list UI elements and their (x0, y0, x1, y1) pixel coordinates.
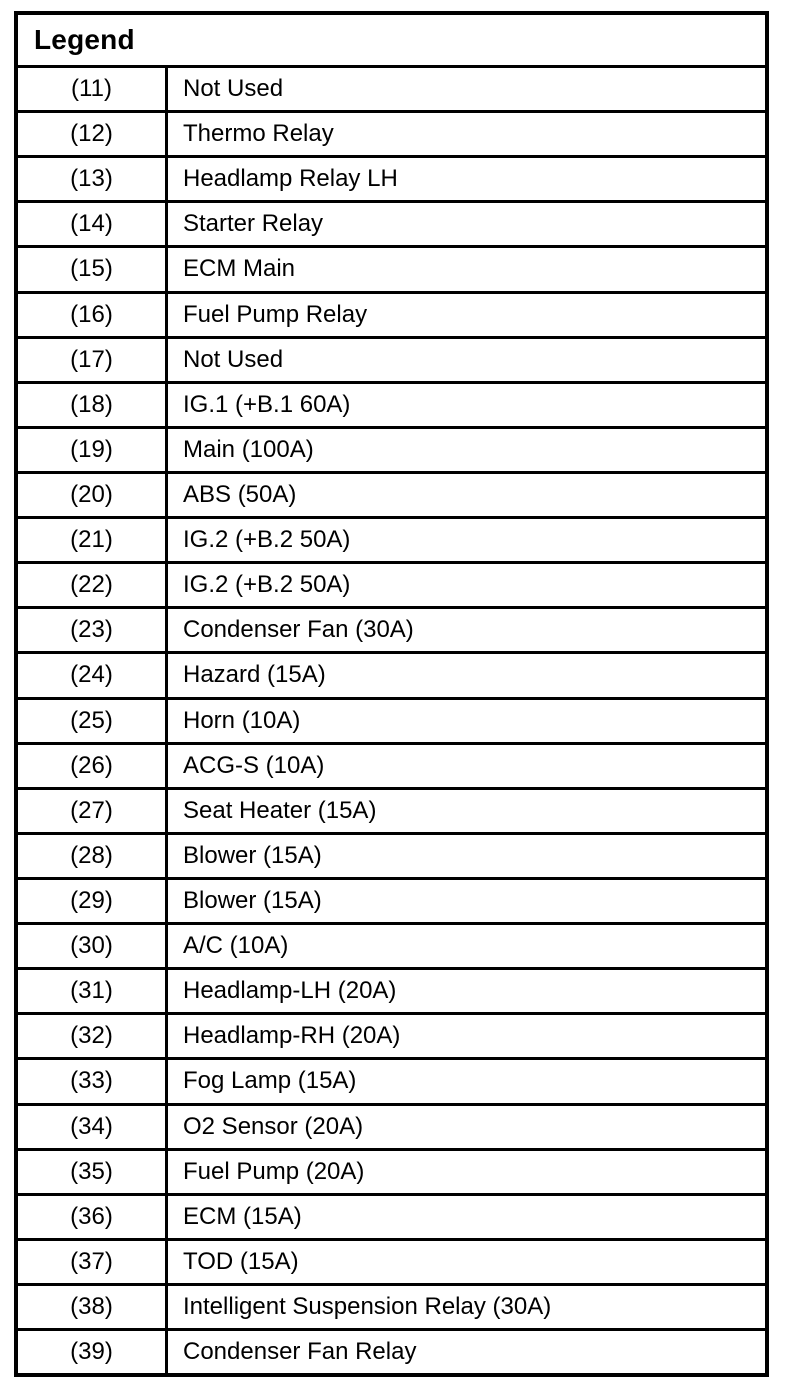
legend-title: Legend (18, 15, 765, 68)
table-row (18, 1331, 765, 1373)
table-row (18, 1241, 765, 1286)
fuse-description: Thermo Relay (183, 120, 334, 148)
fuse-number: (32) (18, 1015, 168, 1057)
fuse-number: (19) (18, 429, 168, 471)
fuse-number: (20) (18, 474, 168, 516)
fuse-number: (34) (18, 1106, 168, 1148)
fuse-number: (13) (18, 158, 168, 200)
fuse-description: IG.1 (+B.1 60A) (183, 390, 351, 418)
table-row (18, 654, 765, 699)
fuse-description: Intelligent Suspension Relay (30A) (183, 1293, 552, 1320)
fuse-description: Not Used (183, 345, 284, 373)
fuse-number: (27) (18, 790, 168, 832)
fuse-description: Blower (15A) (183, 841, 322, 869)
table-row (18, 609, 765, 654)
fuse-number: (18) (18, 384, 168, 426)
fuse-number: (23) (18, 609, 168, 651)
fuse-number: (21) (18, 519, 168, 561)
table-row (18, 474, 765, 519)
table-row (18, 519, 765, 564)
fuse-description: ACG-S (10A) (183, 751, 325, 779)
fuse-description: Starter Relay (183, 210, 324, 238)
fuse-description: Condenser Fan Relay (183, 1338, 417, 1366)
fuse-description: Fuel Pump Relay (183, 300, 368, 328)
fuse-description: Blower (15A) (183, 887, 322, 915)
table-row (18, 68, 765, 113)
fuse-number: (35) (18, 1151, 168, 1193)
fuse-description: Headlamp Relay LH (183, 165, 398, 193)
table-row (18, 1060, 765, 1105)
table-row (18, 203, 765, 248)
table-row (18, 564, 765, 609)
fuse-description: IG.2 (+B.2 50A) (183, 571, 351, 599)
table-row (18, 429, 765, 474)
table-row (18, 113, 765, 158)
fuse-description: ABS (50A) (183, 481, 297, 509)
table-row (18, 970, 765, 1015)
table-row (18, 790, 765, 835)
table-row (18, 745, 765, 790)
fuse-number: (30) (18, 925, 168, 967)
fuse-description: ECM Main (183, 255, 296, 283)
fuse-number: (33) (18, 1060, 168, 1102)
table-row (18, 1151, 765, 1196)
fuse-description: Hazard (15A) (183, 661, 326, 689)
table-row (18, 925, 765, 970)
fuse-description: Horn (10A) (183, 706, 301, 734)
fuse-number: (24) (18, 654, 168, 696)
table-row (18, 248, 765, 293)
table-row (18, 294, 765, 339)
fuse-number: (31) (18, 970, 168, 1012)
table-row (18, 835, 765, 880)
fuse-number: (26) (18, 745, 168, 787)
fuse-number: (29) (18, 880, 168, 922)
fuse-description: Headlamp-RH (20A) (183, 1022, 401, 1050)
fuse-number: (14) (18, 203, 168, 245)
table-row (18, 1106, 765, 1151)
table-row (18, 339, 765, 384)
fuse-description: A/C (10A) (183, 932, 289, 960)
fuse-number: (25) (18, 700, 168, 742)
legend-rows (18, 68, 765, 1373)
table-row (18, 158, 765, 203)
fuse-number: (15) (18, 248, 168, 290)
fuse-description: Condenser Fan (30A) (183, 616, 414, 644)
fuse-number: (36) (18, 1196, 168, 1238)
table-row (18, 384, 765, 429)
fuse-description: O2 Sensor (20A) (183, 1112, 364, 1140)
fuse-description: TOD (15A) (183, 1247, 299, 1275)
fuse-number: (28) (18, 835, 168, 877)
legend-table (14, 11, 769, 1377)
fuse-description: IG.2 (+B.2 50A) (183, 526, 351, 554)
fuse-description: Headlamp-LH (20A) (183, 977, 397, 1005)
fuse-number: (11) (18, 68, 168, 110)
fuse-description: Not Used (183, 75, 284, 103)
fuse-description: Main (100A) (183, 435, 314, 463)
table-row (18, 700, 765, 745)
fuse-number: (17) (18, 339, 168, 381)
fuse-number: (39) (18, 1331, 168, 1373)
table-row (18, 1015, 765, 1060)
fuse-description: Fuel Pump (20A) (183, 1157, 365, 1185)
fuse-number: (12) (18, 113, 168, 155)
fuse-description: ECM (15A) (183, 1202, 302, 1230)
table-row (18, 1196, 765, 1241)
fuse-number: (38) (18, 1286, 168, 1328)
fuse-number: (16) (18, 294, 168, 336)
fuse-description: Seat Heater (15A) (183, 796, 377, 824)
fuse-description: Fog Lamp (15A) (183, 1067, 357, 1095)
fuse-number: (37) (18, 1241, 168, 1283)
fuse-number: (22) (18, 564, 168, 606)
table-row (18, 880, 765, 925)
table-row (18, 1286, 765, 1331)
